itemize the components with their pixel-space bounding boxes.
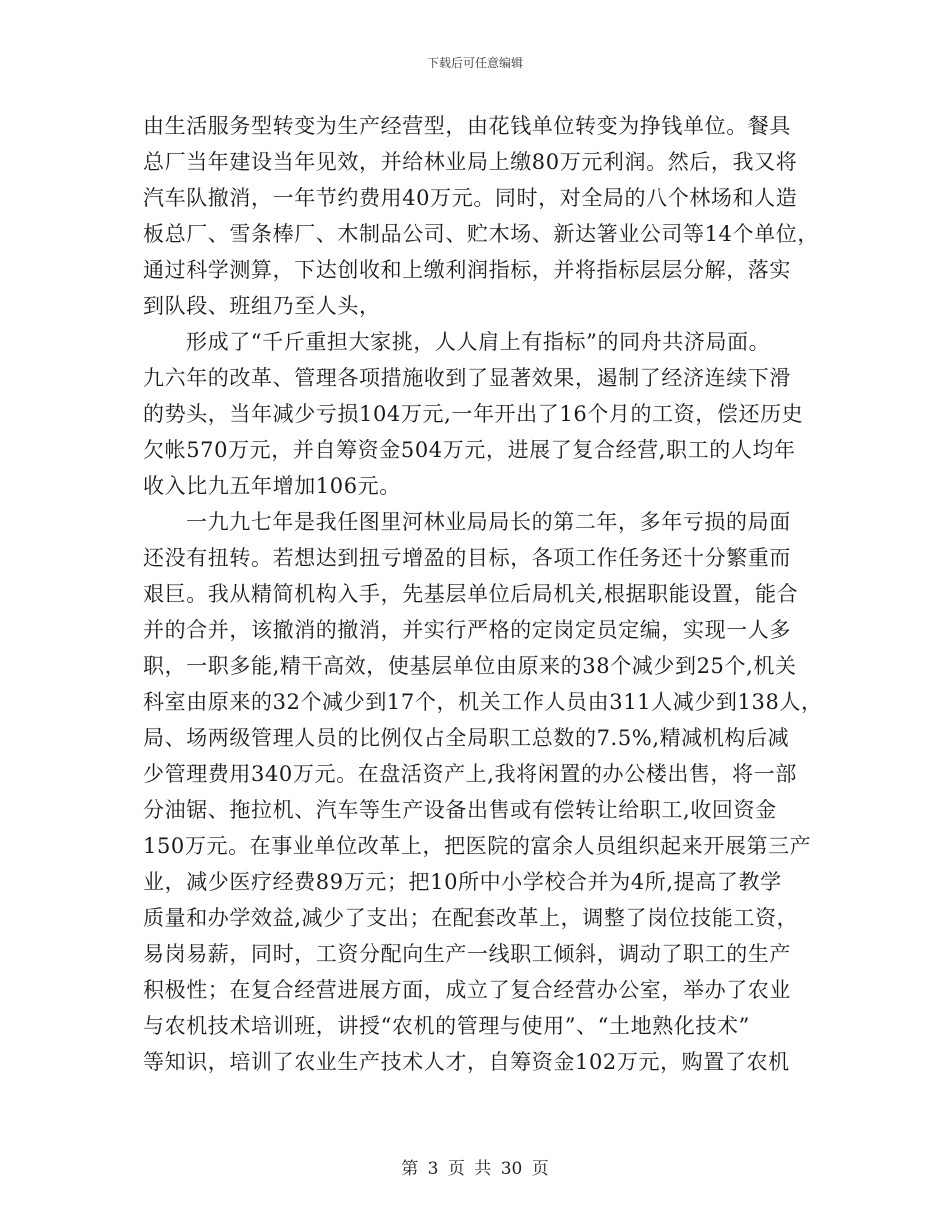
text-line: 并的合并，该撤消的撤消，并实行严格的定岗定员定编，实现一人多 (143, 618, 791, 642)
text-line: 的势头，当年减少亏损104万元,一年开出了16个月的工资，偿还历史 (143, 402, 804, 426)
text-line: 局、场两级管理人员的比例仅占全局职工总数的7.5%,精减机构后减 (143, 726, 790, 750)
text-line: 形成了“千斤重担大家挑，人人肩上有指标”的同舟共济局面。 (186, 330, 771, 354)
text-line: 质量和办学效益,减少了支出；在配套改革上，调整了岗位技能工资， (143, 906, 799, 930)
text-line: 少管理费用340万元。在盘活资产上,我将闲置的办公楼出售，将一部 (143, 762, 797, 786)
text-line: 150万元。在事业单位改革上，把医院的富余人员组织起来开展第三产 (143, 834, 812, 858)
text-line: 业，减少医疗经费89万元；把10所中小学校合并为4所,提高了教学 (143, 870, 782, 894)
paragraph-3 (143, 504, 823, 1080)
text-line: 欠帐570万元，并自筹资金504万元，进展了复合经营,职工的人均年 (143, 438, 796, 462)
text-line: 与农机技术培训班，讲授“农机的管理与使用”、“土地熟化技术” (143, 1014, 750, 1038)
body-text (143, 108, 823, 1080)
text-line: 总厂当年建设当年见效，并给林业局上缴80万元利润。然后，我又将 (143, 150, 798, 174)
header-note: 下载后可任意编辑 (426, 56, 523, 70)
paragraph-1 (143, 108, 819, 324)
text-line: 一九九七年是我任图里河林业局局长的第二年，多年亏损的局面 (186, 510, 791, 534)
text-line: 等知识，培训了农业生产技术人才，自筹资金102万元，购置了农机 (143, 1050, 790, 1074)
page-footer: 第 3 页 共 30 页 (401, 1159, 549, 1179)
text-line: 还没有扭转。若想达到扭亏增盈的目标，各项工作任务还十分繁重而 (143, 546, 791, 570)
paragraph-2 (143, 324, 813, 504)
text-line: 汽车队撤消，一年节约费用40万元。同时，对全局的八个林场和人造 (143, 186, 798, 210)
text-line: 职，一职多能,精干高效，使基层单位由原来的38个减少到25个,机关 (143, 654, 797, 678)
text-line: 到队段、班组乃至人头， (143, 294, 381, 318)
text-line: 科室由原来的32个减少到17个，机关工作人员由311人减少到138人， (143, 690, 823, 714)
text-line: 分油锯、拖拉机、汽车等生产设备出售或有偿转让给职工,收回资金 (143, 798, 777, 822)
text-line: 积极性；在复合经营进展方面，成立了复合经营办公室，举办了农业 (143, 978, 791, 1002)
text-line: 板总厂、雪条棒厂、木制品公司、贮木场、新达箸业公司等14个单位， (143, 222, 819, 246)
text-line: 艰巨。我从精简机构入手，先基层单位后局机关,根据职能设置，能合 (143, 582, 799, 606)
text-line: 通过科学测算，下达创收和上缴利润指标，并将指标层层分解，落实 (143, 258, 791, 282)
text-line: 九六年的改革、管理各项措施收到了显著效果，遏制了经济连续下滑 (143, 366, 791, 390)
text-line: 易岗易薪，同时，工资分配向生产一线职工倾斜，调动了职工的生产 (143, 942, 791, 966)
text-line: 收入比九五年增加106元。 (143, 474, 401, 498)
text-line: 由生活服务型转变为生产经营型，由花钱单位转变为挣钱单位。餐具 (143, 114, 791, 138)
